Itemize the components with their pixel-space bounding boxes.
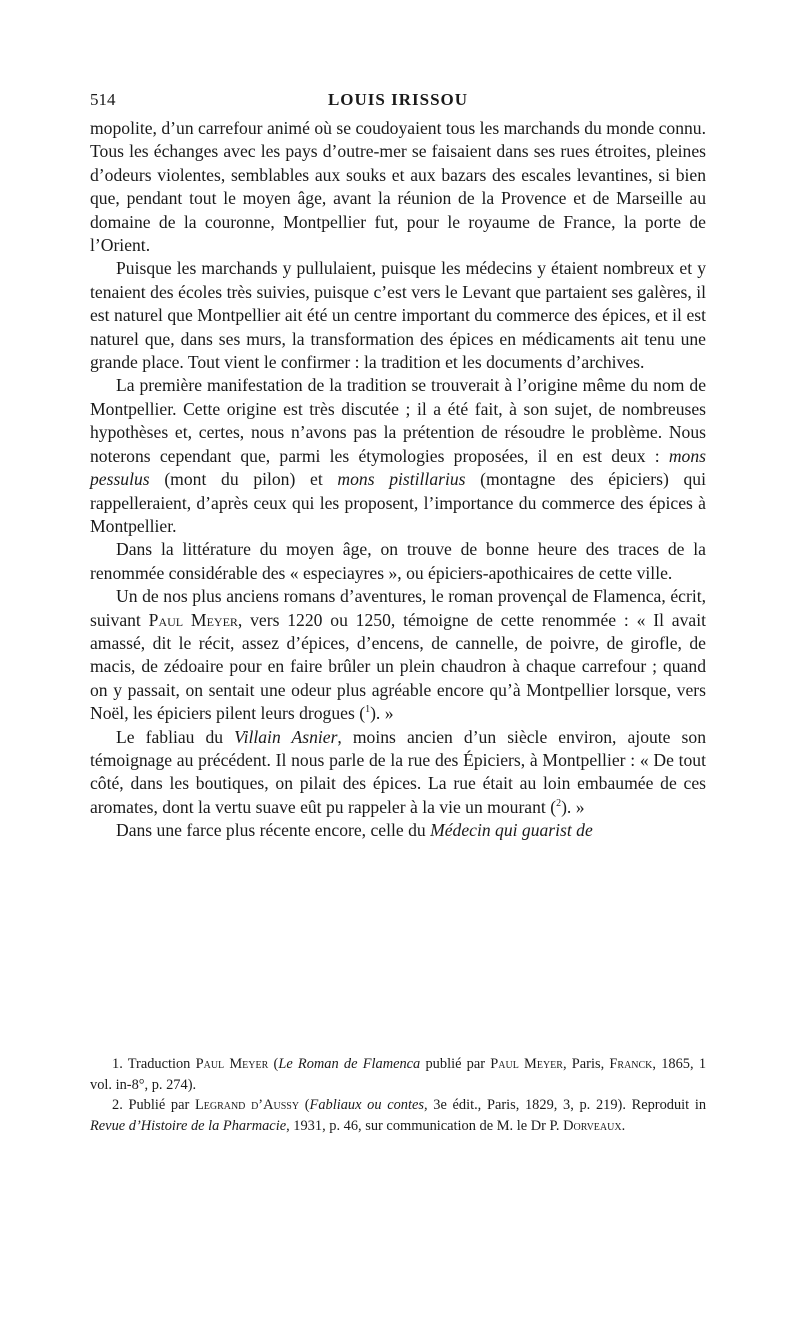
footnote-ref: 2 (556, 797, 562, 809)
text-run: (mont du pilon) et (149, 469, 338, 490)
text-run: ). » (561, 796, 585, 817)
text-run: , 1931, p. 46, sur communication de M. le Dr (286, 1117, 550, 1134)
footnote-ref: 1 (365, 704, 371, 716)
text-run: , 3e édit., Paris, 1829, 3, p. 219). Reproduit in (423, 1097, 707, 1113)
text-run: Dans une farce plus récente encore, celle du (116, 820, 431, 841)
text-run: publié par (420, 1056, 491, 1072)
text-run: ( (299, 1097, 310, 1113)
page-number: 514 (90, 90, 116, 109)
italic-term: mons pessulus (90, 445, 706, 490)
author-name: P. Dorveaux (549, 1117, 622, 1134)
text-run: 2. Publié par (112, 1097, 195, 1113)
paragraph-5 (90, 585, 706, 725)
publisher-name: Franck (609, 1056, 653, 1072)
footnote-1 (90, 1054, 706, 1095)
italic-title: Médecin qui guarist de (430, 820, 593, 841)
page-header (90, 88, 706, 112)
author-name: Legrand d’Aussy (194, 1097, 300, 1113)
main-text (90, 117, 706, 843)
text-run: , vers 1220 ou 1250, témoigne de cette renommée : « Il avait amassé, dit le récit, assez d’épices, d’encens, de cannelle, de poivre, de girofle, de macis, de zédoaire pour en faire brûler un plein chaudron à chaque carrefour ; quand on y passait, on sentait une odeur plus agréable encore qu’à Montpellier lorsque, vers Noël, les épiciers pilent leurs drogues ( (90, 609, 706, 724)
text-run: Un de nos plus anciens romans d’aventures, le roman provençal de Flamenca, écrit, suivant (90, 586, 706, 630)
paragraph-3 (90, 374, 706, 538)
italic-title: Fabliaux ou contes (309, 1097, 424, 1113)
italic-title: Revue d’Histoire de la Pharmacie (90, 1117, 287, 1134)
paragraph-6 (90, 726, 706, 820)
text-run: , 1865, 1 vol. in-8°, p. 274). (90, 1056, 707, 1093)
text-run: , Paris, (562, 1056, 610, 1072)
text-run: , moins ancien d’un siècle environ, ajoute son témoignage au précédent. Il nous parle de la rue des Épiciers, à Montpellier : « De tout côté, dans les boutiques, on pilait des épices. La rue était au loin embaumée de ces aromates, dont la vertu suave eût pu rappeler à la vie un mourant ( (90, 726, 706, 817)
text-run: . (621, 1117, 626, 1134)
italic-title: Le Roman de Flamenca (278, 1056, 421, 1072)
text-run: ( (268, 1056, 279, 1072)
text-run: 1. Traduction (112, 1056, 196, 1072)
italic-term: mons pistillarius (337, 469, 466, 490)
italic-title: Villain Asnier (234, 726, 338, 747)
text-run: La première manifestation de la tradition se trouverait à l’origine même du nom de Montpellier. Cette origine est très discutée ; il a été fait, à son sujet, de nombreuses hypothèses et, certes, nous n’avons pas la prétention de résoudre le problème. Nous noterons cependant que, parmi les étymologies proposées, il en est deux : (90, 375, 706, 466)
footnote-2 (90, 1095, 706, 1136)
author-name: Paul Meyer (195, 1056, 269, 1072)
text-run: Le fabliau du (116, 726, 235, 747)
paragraph-2: Puisque les marchands y pullulaient, puisque les médecins y étaient nombreux et y tenaient des écoles très suivies, puisque c’est vers le Levant que partaient ses galères, il est naturel que Montpellier ait été un centre important du commerce des épices, et il est naturel que, dans ses murs, la transformation des épices en médicaments ait tenu une grande place. Tout vient le confirmer : la tradition et les documents d’archives. (90, 258, 706, 373)
paragraph-4: Dans la littérature du moyen âge, on trouve de bonne heure des traces de la renommée considérable des « especiayres », ou épiciers-apothicaires de cette ville. (90, 539, 706, 583)
footnotes (90, 1054, 706, 1136)
text-run: ). » (370, 703, 394, 724)
paragraph-7 (90, 819, 706, 842)
paragraph-1: mopolite, d’un carrefour animé où se coudoyaient tous les marchands du monde connu. Tous les échanges avec les pays d’outre-mer se faisaient dans ses rues étroites, pleines d’odeurs violentes, semblables aux souks et aux bazars des escales levantines, si bien que, pendant tout le moyen âge, avant la réunion de la Provence et de Marseille au domaine de la couronne, Montpellier fut, pour le royaume de France, la porte de l’Orient. (90, 118, 706, 256)
author-name: Paul Meyer (490, 1056, 563, 1072)
running-title: LOUIS IRISSOU (327, 90, 469, 109)
text-run: (montagne des épiciers) qui rappelleraient, d’après ceux qui les proposent, l’importance du commerce des épices à Montpellier. (90, 469, 706, 536)
author-name: Paul Meyer (148, 609, 238, 630)
